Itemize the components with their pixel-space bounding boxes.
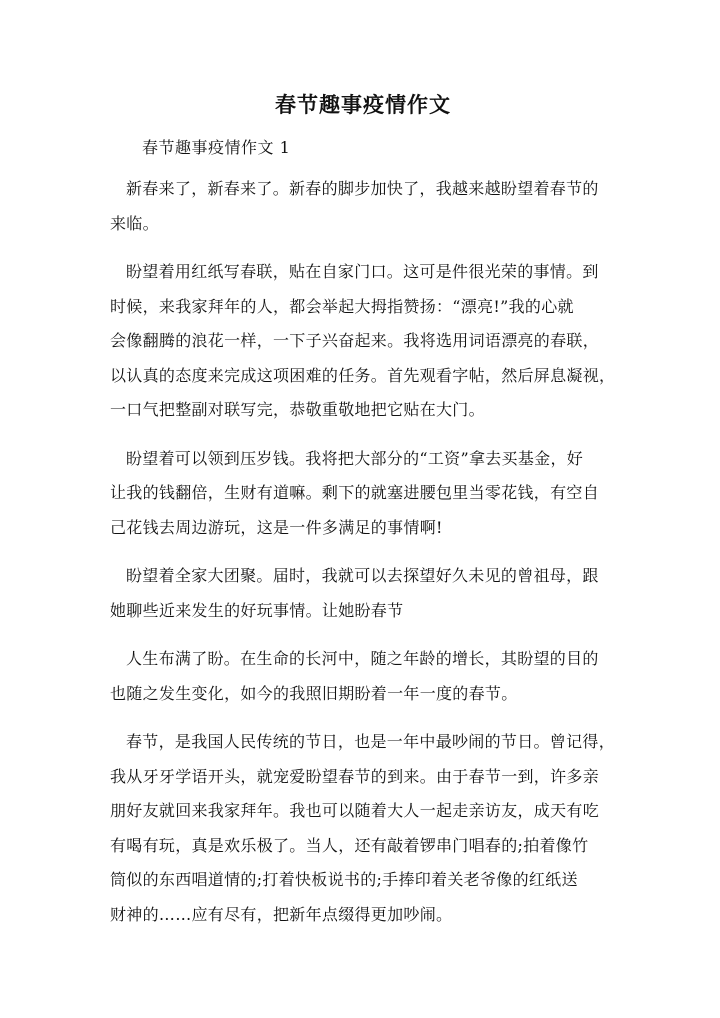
paragraph-line: 盼望着可以领到压岁钱。我将把大部分的“工资”拿去买基金，好 (126, 448, 584, 468)
paragraph-line: 财神的……应有尽有，把新年点缀得更加吵闹。 (110, 904, 453, 924)
paragraph-line: 筒似的东西唱道情的;打着快板说书的;手捧印着关老爷像的红纸送 (110, 870, 578, 889)
paragraph-line: 盼望着用红纸写春联，贴在自家门口。这可是件很光荣的事情。到 (126, 262, 599, 281)
paragraph-line: 我从牙牙学语开头，就宠爱盼望春节的到来。由于春节一到，许多亲 (110, 766, 600, 786)
essay-subtitle: 春节趣事疫情作文 1 (142, 138, 291, 157)
paragraph-line: 也随之发生变化，如今的我照旧期盼着一年一度的春节。 (110, 683, 518, 703)
paragraph (110, 255, 616, 428)
paragraph-line: 让我的钱翻倍，生财有道嘛。剩下的就塞进腰包里当零花钱，有空自 (110, 483, 600, 502)
paragraph-line: 时候，来我家拜年的人，都会举起大拇指赞扬：“漂亮!”我的心就 (110, 296, 574, 316)
paragraph (110, 172, 616, 241)
paragraph (110, 642, 616, 711)
paragraph (110, 725, 616, 932)
paragraph-line: 朋好友就回来我家拜年。我也可以随着大人一起走亲访友，成天有吃 (110, 801, 600, 820)
paragraph-line: 有喝有玩，真是欢乐极了。当人，还有敲着锣串门唱春的;拍着像竹 (110, 835, 589, 855)
document-body (110, 172, 616, 932)
paragraph-line: 来临。 (110, 213, 159, 233)
paragraph-line: 新春来了，新春来了。新春的脚步加快了，我越来越盼望着春节的 (126, 179, 599, 198)
paragraph-line: 人生布满了盼。在生命的长河中，随之年龄的增长，其盼望的目的 (126, 649, 599, 668)
paragraph (110, 559, 616, 628)
paragraph (110, 442, 616, 546)
paragraph-line: 己花钱去周边游玩，这是一件多满足的事情啊! (110, 517, 443, 537)
paragraph-line: 春节，是我国人民传统的节日，也是一年中最吵闹的节日。曾记得， (126, 732, 616, 751)
paragraph-line: 她聊些近来发生的好玩事情。让她盼春节 (110, 600, 404, 620)
paragraph-line: 盼望着全家大团聚。届时，我就可以去探望好久未见的曾祖母，跟 (126, 566, 599, 585)
paragraph-line: 会像翻腾的浪花一样，一下子兴奋起来。我将选用词语漂亮的春联， (110, 331, 600, 350)
paragraph-line: 一口气把整副对联写完，恭敬重敬地把它贴在大门。 (110, 400, 485, 419)
paragraph-line: 以认真的态度来完成这项困难的任务。首先观看字帖，然后屏息凝视， (110, 365, 616, 385)
document-title: 春节趣事疫情作文 (275, 92, 451, 117)
